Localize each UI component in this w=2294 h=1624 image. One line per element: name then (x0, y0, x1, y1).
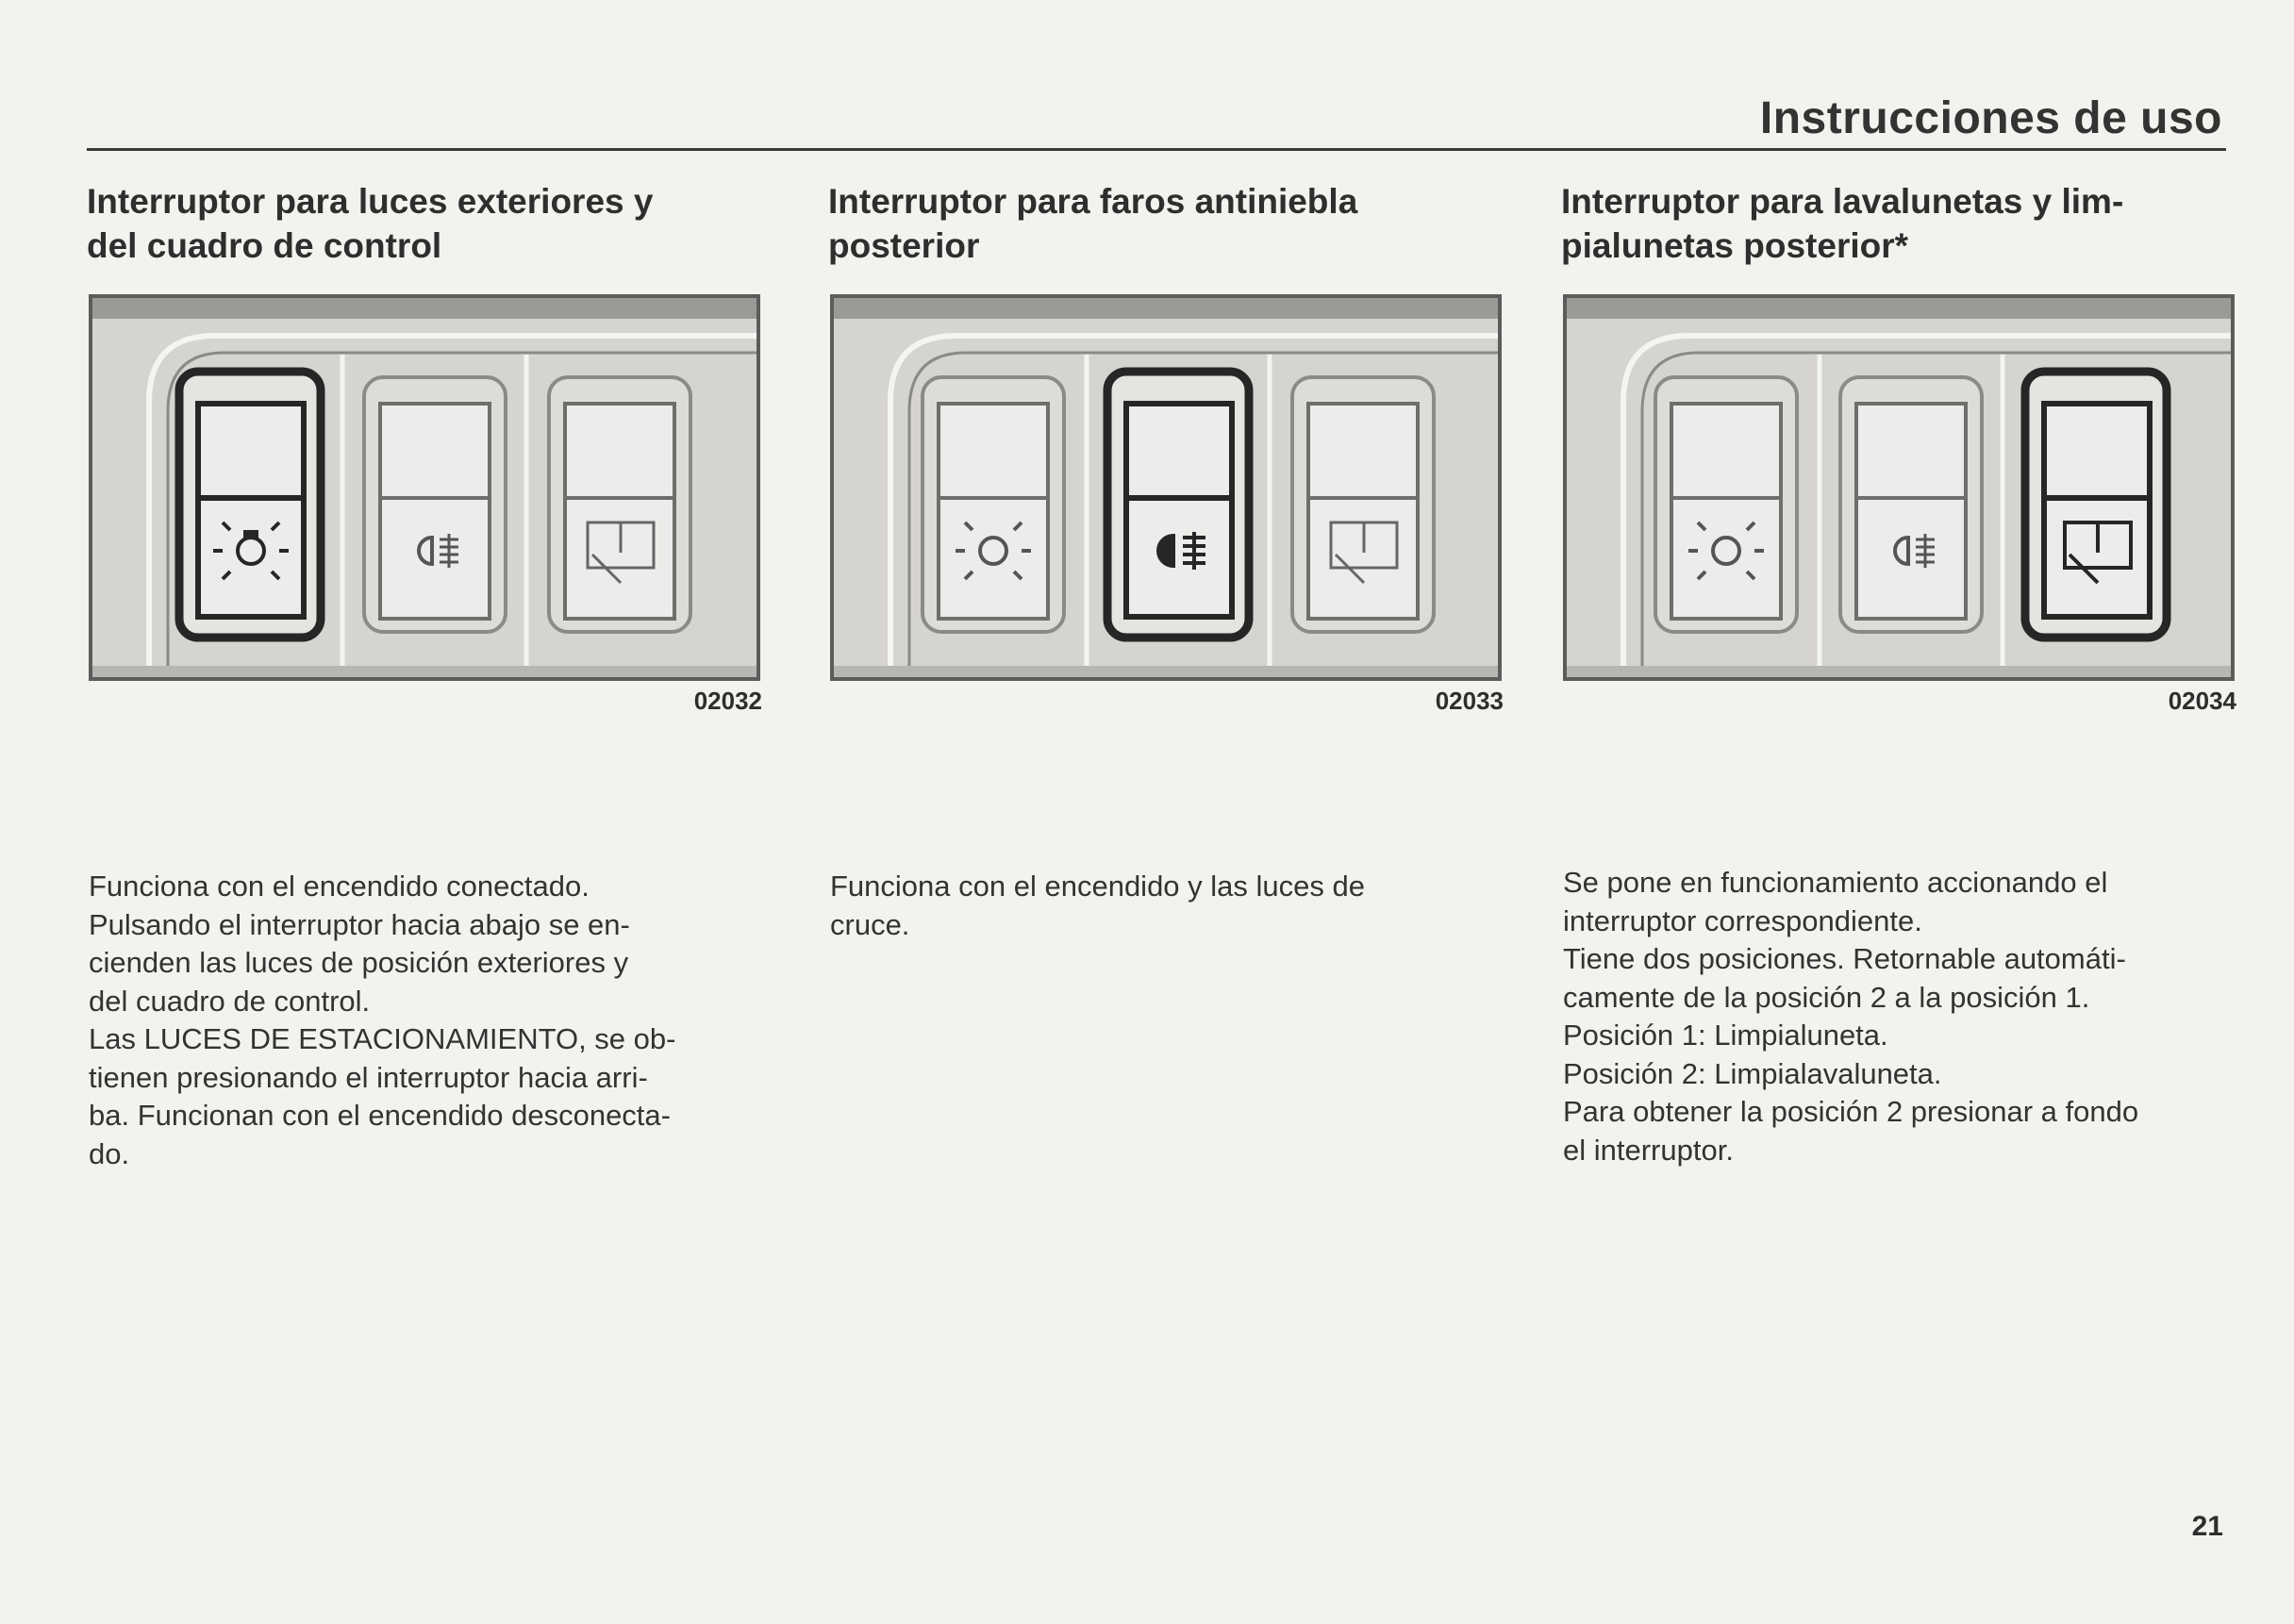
body-line: interruptor correspondiente. (1563, 903, 1922, 937)
switch-panel-figure (1563, 294, 2235, 681)
section-title-line1: Interruptor para luces exteriores y (87, 182, 654, 221)
page-number: 21 (2191, 1511, 2223, 1542)
light-switch (923, 377, 1064, 632)
body-line: Las LUCES DE ESTACIONAMIENTO, se ob- (89, 1022, 676, 1055)
body-line: do. (89, 1136, 130, 1170)
section-body (1563, 864, 2229, 1169)
fog-light-switch (1840, 377, 1982, 632)
section-exterior-lights (87, 179, 762, 1170)
rear-wiper-switch-highlighted (2025, 372, 2167, 638)
section-title-line1: Interruptor para lavalunetas y lim- (1561, 182, 2124, 221)
body-line: tienen presionando el interruptor hacia arri- (89, 1060, 648, 1094)
body-line: del cuadro de control. (89, 984, 371, 1018)
body-line: camente de la posición 2 a la posición 1. (1563, 980, 2090, 1014)
body-line: Posición 1: Limpialuneta. (1563, 1019, 1888, 1052)
section-title-line2: del cuadro de control (87, 226, 442, 265)
body-line: Funciona con el encendido conectado. (89, 870, 590, 903)
section-title-line1: Interruptor para faros antiniebla (828, 182, 1358, 221)
body-line: Tiene dos posiciones. Retornable automáti- (1563, 942, 2126, 975)
switch-panel-illustration (92, 298, 756, 677)
section-title (87, 179, 758, 273)
section-body (830, 868, 1496, 944)
section-rear-fog-light (828, 179, 1504, 941)
light-switch (1655, 377, 1797, 632)
switch-panel-illustration (834, 298, 1498, 677)
section-rear-washer-wiper (1561, 179, 2236, 1167)
header-divider (87, 148, 2226, 151)
light-switch-highlighted (179, 372, 321, 638)
figure-code: 02033 (1435, 687, 1504, 715)
body-line: el interruptor. (1563, 1133, 1734, 1167)
switch-panel-figure (89, 294, 760, 681)
body-line: Posición 2: Limpialavaluneta. (1563, 1056, 1942, 1090)
figure-code: 02032 (693, 687, 762, 715)
section-title (828, 179, 1500, 273)
page-header-title: Instrucciones de uso (1759, 93, 2222, 143)
figure-code: 02034 (2168, 687, 2236, 715)
switch-panel-figure (830, 294, 1502, 681)
body-line: Funciona con el encendido y las luces de (830, 870, 1365, 903)
section-title-line2: pialunetas posterior* (1561, 226, 1909, 265)
body-line: Se pone en funcionamiento accionando el (1563, 866, 2108, 899)
body-line: cienden las luces de posición exteriores y (89, 946, 629, 979)
body-line: ba. Funcionan con el encendido desconecta- (89, 1099, 671, 1132)
fog-light-switch-highlighted (1107, 372, 1249, 638)
body-line: cruce. (830, 907, 910, 941)
body-line: Para obtener la posición 2 presionar a fondo (1563, 1095, 2139, 1128)
section-title (1561, 179, 2233, 273)
rear-wiper-switch (1292, 377, 1434, 632)
switch-panel-illustration (1567, 298, 2231, 677)
section-title-line2: posterior (828, 226, 980, 265)
rear-wiper-switch (549, 377, 690, 632)
body-line: Pulsando el interruptor hacia abajo se en- (89, 907, 630, 941)
section-body (89, 868, 755, 1173)
fog-light-switch (364, 377, 506, 632)
